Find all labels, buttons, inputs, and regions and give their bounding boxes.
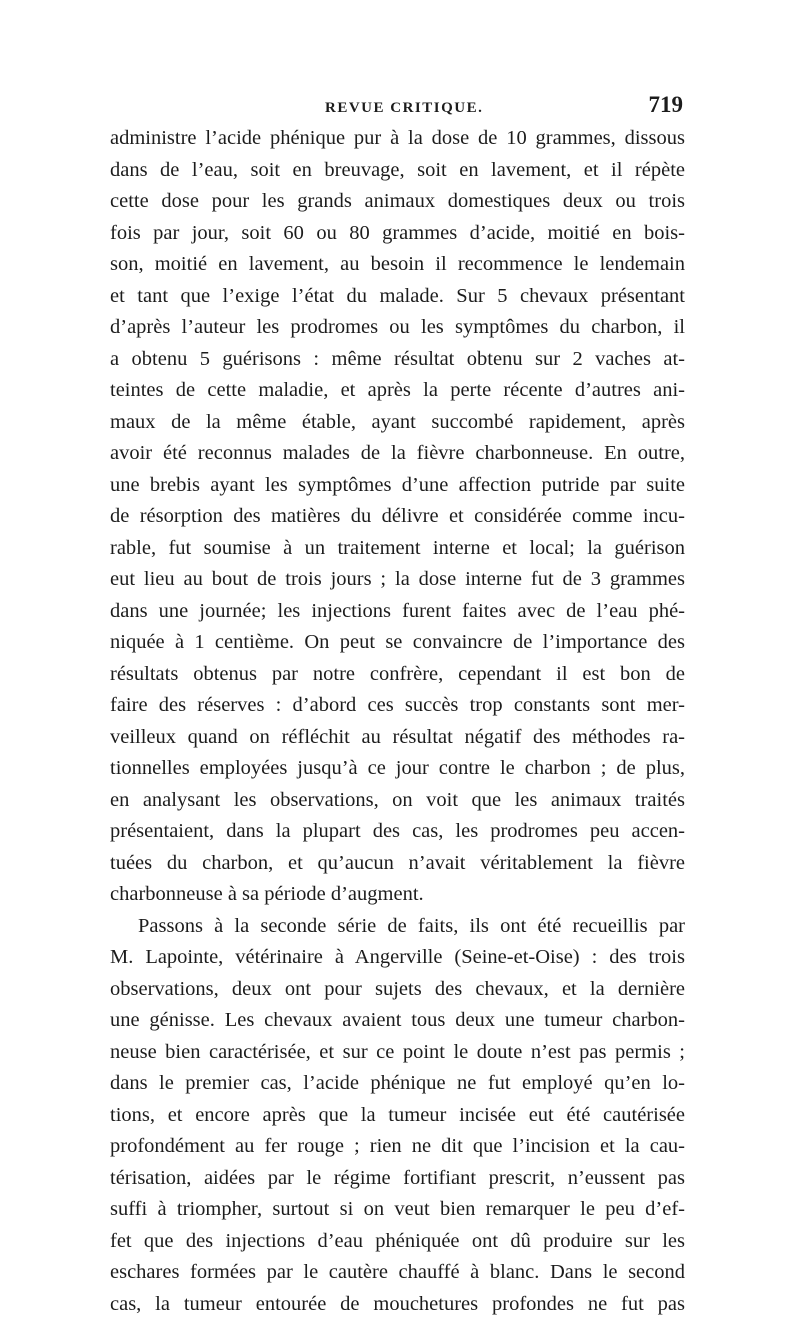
text-line: tuées du charbon, et qu’aucun n’avait véritablement la fièvre bbox=[110, 848, 685, 880]
text-line: neuse bien caractérisée, et sur ce point le doute n’est pas permis ; bbox=[110, 1037, 685, 1069]
text-line: tionnelles employées jusqu’à ce jour contre le charbon ; de plus, bbox=[110, 753, 685, 785]
text-line: faire des réserves : d’abord ces succès trop constants sont mer- bbox=[110, 690, 685, 722]
text-line: teintes de cette maladie, et après la perte récente d’autres ani- bbox=[110, 375, 685, 407]
text-line: niquée à 1 centième. On peut se convaincre de l’importance des bbox=[110, 627, 685, 659]
text-line: cas, la tumeur entourée de mouchetures profondes ne fut pas bbox=[110, 1289, 685, 1320]
text-line: de résorption des matières du délivre et considérée comme incu- bbox=[110, 501, 685, 533]
text-line: fois par jour, soit 60 ou 80 grammes d’acide, moitié en bois- bbox=[110, 218, 685, 250]
text-line: maux de la même étable, ayant succombé rapidement, après bbox=[110, 407, 685, 439]
text-line: eschares formées par le cautère chauffé à blanc. Dans le second bbox=[110, 1257, 685, 1289]
text-line: a obtenu 5 guérisons : même résultat obtenu sur 2 vaches at- bbox=[110, 344, 685, 376]
text-line: avoir été reconnus malades de la fièvre charbonneuse. En outre, bbox=[110, 438, 685, 470]
running-head: REVUE CRITIQUE. bbox=[325, 100, 483, 117]
paragraph-1 bbox=[110, 123, 685, 911]
text-line: dans le premier cas, l’acide phénique ne fut employé qu’en lo- bbox=[110, 1068, 685, 1100]
text-line: dans de l’eau, soit en breuvage, soit en lavement, et il répète bbox=[110, 155, 685, 187]
text-line: veilleux quand on réfléchit au résultat négatif des méthodes ra- bbox=[110, 722, 685, 754]
text-line: une brebis ayant les symptômes d’une affection putride par suite bbox=[110, 470, 685, 502]
text-line: suffi à triompher, surtout si on veut bien remarquer le peu d’ef- bbox=[110, 1194, 685, 1226]
text-line: M. Lapointe, vétérinaire à Angerville (Seine-et-Oise) : des trois bbox=[110, 942, 685, 974]
body-text bbox=[110, 123, 685, 1320]
text-line: administre l’acide phénique pur à la dose de 10 grammes, dissous bbox=[110, 123, 685, 155]
text-line: térisation, aidées par le régime fortifiant prescrit, n’eussent pas bbox=[110, 1163, 685, 1195]
text-line: en analysant les observations, on voit que les animaux traités bbox=[110, 785, 685, 817]
text-line: profondément au fer rouge ; rien ne dit que l’incision et la cau- bbox=[110, 1131, 685, 1163]
text-line: dans une journée; les injections furent faites avec de l’eau phé- bbox=[110, 596, 685, 628]
text-line: charbonneuse à sa période d’augment. bbox=[110, 879, 685, 911]
text-line: et tant que l’exige l’état du malade. Sur 5 chevaux présentant bbox=[110, 281, 685, 313]
text-line: eut lieu au bout de trois jours ; la dose interne fut de 3 grammes bbox=[110, 564, 685, 596]
text-line: observations, deux ont pour sujets des chevaux, et la dernière bbox=[110, 974, 685, 1006]
text-line: Passons à la seconde série de faits, ils ont été recueillis par bbox=[110, 911, 685, 943]
page-number: 719 bbox=[649, 92, 684, 118]
text-line: son, moitié en lavement, au besoin il recommence le lendemain bbox=[110, 249, 685, 281]
page-header bbox=[110, 90, 685, 124]
text-line: tions, et encore après que la tumeur incisée eut été cautérisée bbox=[110, 1100, 685, 1132]
paragraph-2 bbox=[110, 911, 685, 1320]
text-line: fet que des injections d’eau phéniquée ont dû produire sur les bbox=[110, 1226, 685, 1258]
text-line: présentaient, dans la plupart des cas, les prodromes peu accen- bbox=[110, 816, 685, 848]
text-line: cette dose pour les grands animaux domestiques deux ou trois bbox=[110, 186, 685, 218]
text-line: résultats obtenus par notre confrère, cependant il est bon de bbox=[110, 659, 685, 691]
text-line: rable, fut soumise à un traitement interne et local; la guérison bbox=[110, 533, 685, 565]
text-line: d’après l’auteur les prodromes ou les symptômes du charbon, il bbox=[110, 312, 685, 344]
text-line: une génisse. Les chevaux avaient tous deux une tumeur charbon- bbox=[110, 1005, 685, 1037]
